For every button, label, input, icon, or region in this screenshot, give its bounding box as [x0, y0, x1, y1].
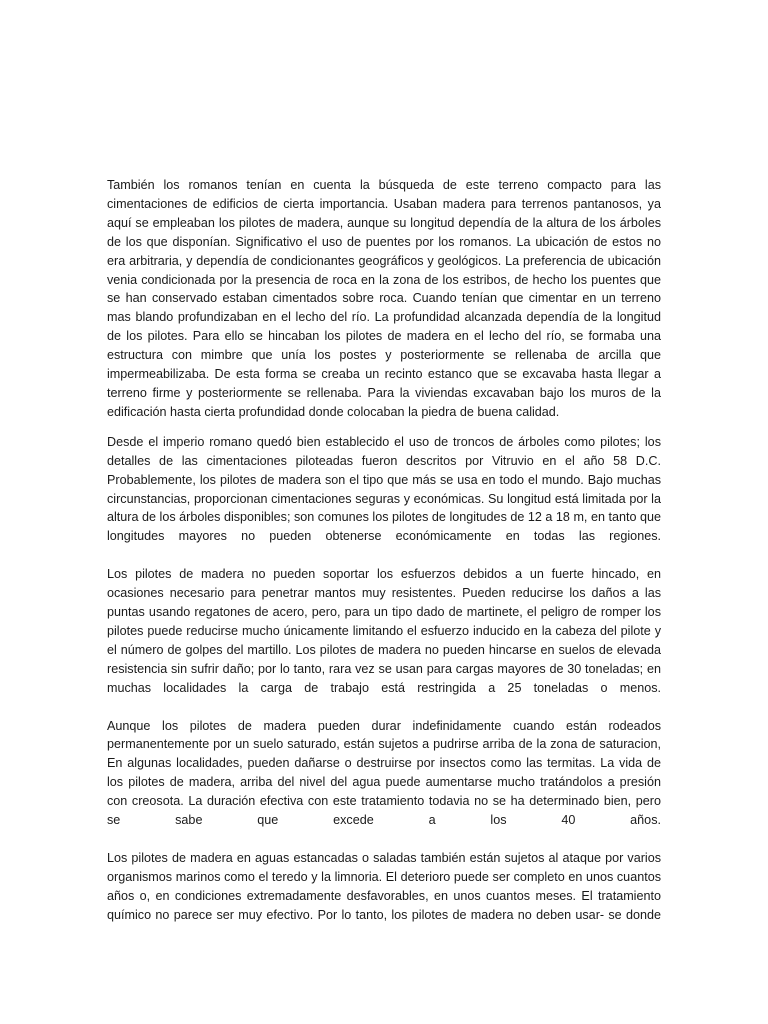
paragraph-driving-limitations: Los pilotes de madera no pueden soportar los esfuerzos debidos a un fuerte hincado, en ocasiones necesario para penetrar mantos muy resistentes. Pueden reducirse los daños a las puntas usando regatones de acero, pero, para un tipo dado de martinete, el peligro de romper los pilotes puede reducirse mucho únicamente limitando el esfuerzo inducido en la cabeza del pilote y el número de golpes del martillo. Los pilotes de madera no pueden hincarse en suelos de elevada resistencia sin sufrir daño; por lo tanto, rara vez se usan para cargas mayores de 30 toneladas; en muchas localidades la carga de trabajo está restringida a 25 toneladas o menos.	[107, 567, 661, 695]
paragraph-roman-foundations: También los romanos tenían en cuenta la búsqueda de este terreno compacto para las cimentaciones de edificios de cierta importancia. Usaban madera para terrenos pantanosos, ya aquí se empleaban los pilotes de madera, aunque su longitud dependía de la altura de los árboles de los que disponían. Significativo el uso de puentes por los romanos. La ubicación de estos no era arbitraria, y dependía de condicionantes geográficos y geológicos. La preferencia de ubicación venia condicionada por la presencia de roca en la zona de los estribos, de hecho los puentes que se han conservado estaban cimentados sobre roca. Cuando tenían que cimentar en un terreno mas blando profundizaban en el lecho del río. La profundidad alcanzada dependía de la longitud de los pilotes. Para ello se hincaban los pilotes de madera en el lecho del río, se formaba una estructura con mimbre que unía los postes y posteriormente se rellenaba de arcilla que impermeabilizaba. De esta forma se creaba un recinto estanco que se excavaba hasta llegar a terreno firme y posteriormente se rellenaba. Para la viviendas excavaban bajo los muros de la edificación hasta cierta profundidad donde colocaban la piedra de buena calidad.	[107, 178, 661, 419]
paragraph-decay-durability: Aunque los pilotes de madera pueden durar indefinidamente cuando están rodeados permanentemente por un suelo saturado, están sujetos a pudrirse arriba de la zona de saturacion, En algunas localidades, pueden dañarse o destruirse por insectos como las termitas. La vida de los pilotes de madera, arriba del nivel del agua puede aumentarse mucho tratándolos a presión con creosota. La duración efectiva con este tratamiento todavia no se ha determinado bien, pero se sabe que excede a los 40 años.	[107, 718, 661, 828]
paragraph-marine-organisms: Los pilotes de madera en aguas estancadas o saladas también están sujetos al ataque por varios organismos marinos como el teredo y la limnoria. El deterioro puede ser completo en unos cuantos años o, en condiciones extremadamente desfavorables, en unos cuantos meses. El tratamiento químico no parece ser muy efectivo. Por lo tanto, los pilotes de madera no deben usar- se donde	[107, 851, 661, 922]
paragraph-timber-piles-history: Desde el imperio romano quedó bien establecido el uso de troncos de árboles como pilotes; los detalles de las cimentaciones piloteadas fueron descritos por Vitruvio en el año 58 D.C. Probablemente, los pilotes de madera son el tipo que más se usa en todo el mundo. Bajo muchas circunstancias, proporcionan cimentaciones seguras y económicas. Su longitud está limitada por la altura de los árboles disponibles; son comunes los pilotes de longitudes de 12 a 18 m, en tanto que longitudes mayores no pueden obtenerse económicamente en todas las regiones.	[107, 434, 661, 544]
document-body	[107, 176, 661, 936]
